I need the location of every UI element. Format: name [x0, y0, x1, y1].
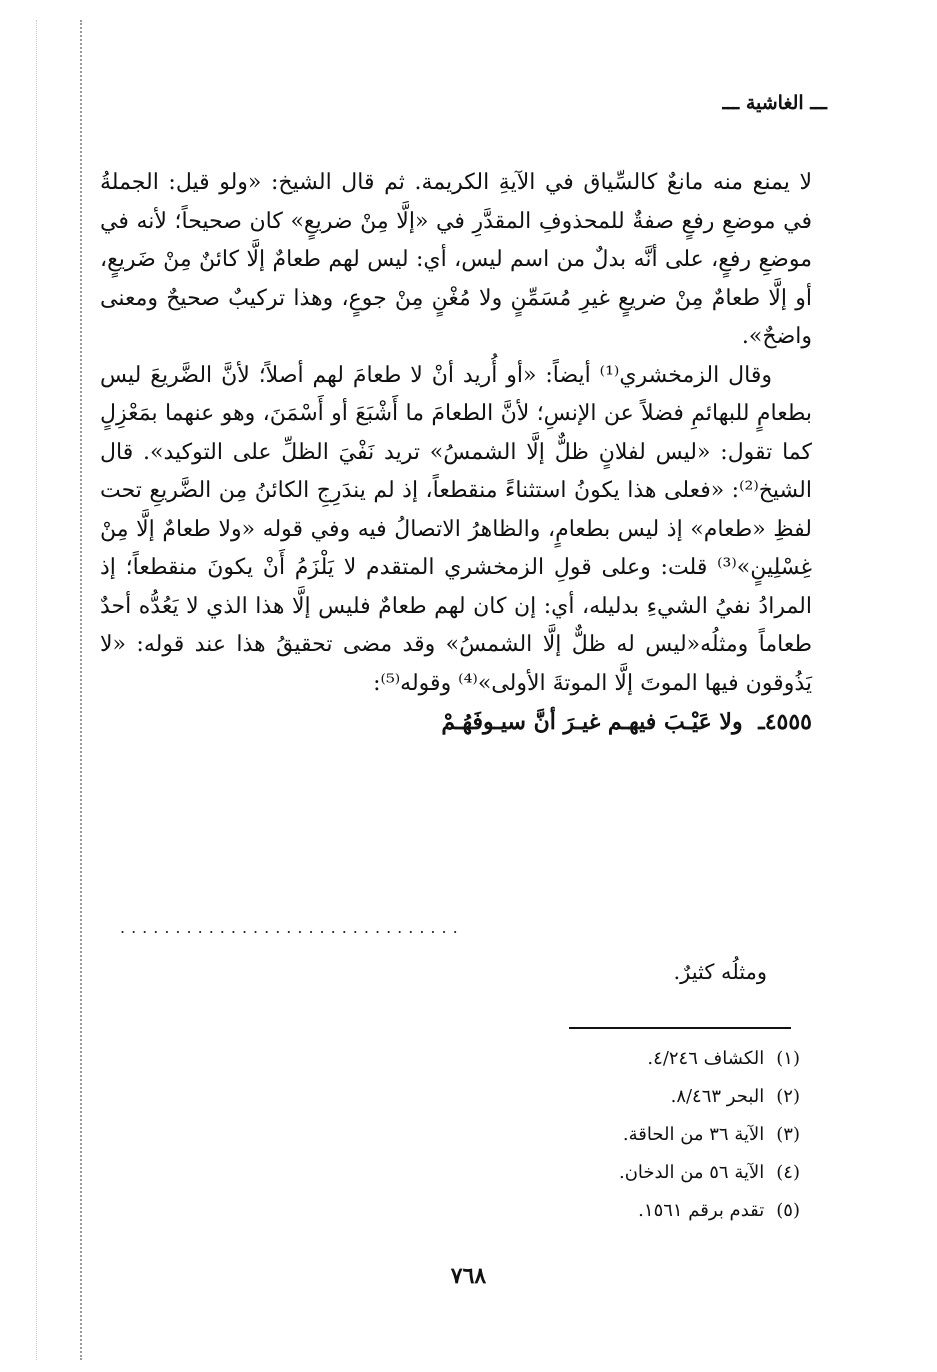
footnote [400, 1192, 800, 1230]
footnote [400, 1040, 800, 1078]
omission-dots: ............................... [120, 918, 464, 937]
paragraph: لا يمنع منه مانعٌ كالسِّياق في الآيةِ الكريمة. ثم قال الشيخ: «ولو قيل: الجملةُ في موضعِ رفعٍ صفةٌ للمحذوفِ المقدَّرِ في «إلَّا مِنْ ضريعٍ» كان صحيحاً؛ لأنه في موضعِ رفعٍ، على أنَّه بدلٌ من اسم ليس، أي: ليس لهم طعامٌ إلَّا كائنٌ مِنْ ضَريعٍ، أو إلَّا طعامٌ مِنْ ضريعٍ غيرِ مُسَمِّنٍ ولا مُغْنٍ مِنْ جوعٍ، وهذا تركيبٌ صحيحٌ ومعنى واضحٌ». [100, 170, 812, 349]
verse-number: ٤٥٥٥ـ [758, 709, 812, 735]
footnote [400, 1154, 800, 1192]
footnote-text: تقدم برقم ١٥٦١. [638, 1200, 765, 1221]
footnote-text: الآية ٣٦ من الحاقة. [622, 1124, 765, 1145]
footnote-text: الآية ٥٦ من الدخان. [618, 1162, 765, 1183]
closing-line: ومثلُه كثيرٌ. [673, 960, 767, 984]
scan-gutter-line [80, 20, 82, 1360]
footnote-number: (٣) [776, 1124, 800, 1145]
footnote-text: البحر ٨/٤٦٣. [670, 1086, 765, 1107]
footnote-number: (١) [776, 1048, 800, 1069]
page-number: ٧٦٨ [450, 1263, 487, 1289]
footnote-text: الكشاف ٤/٢٤٦. [647, 1048, 765, 1069]
footnote-number: (٢) [776, 1086, 800, 1107]
footnote-separator [569, 1027, 791, 1029]
footnote-number: (٤) [776, 1162, 800, 1183]
poetry-verse [100, 703, 812, 742]
footnotes [400, 1040, 800, 1230]
paragraph: وقال الزمخشري⁽¹⁾ أيضاً: «أو أُريد أنْ لا طعامَ لهم أصلاً؛ لأنَّ الضَّريعَ ليس بطعامٍ للبهائمِ فضلاً عن الإنسِ؛ لأنَّ الطعامَ ما أَشْبَعَ أو أَسْمَنَ، وهو عنهما بمَعْزِلٍ كما تقول: «ليس لفلانٍ ظلٌّ إلَّا الشمسُ» تريد نَفْيَ الظلِّ على التوكيد». قال الشيخ⁽²⁾: «فعلى هذا يكونُ استثناءً منقطعاً، إذ لم يندَرِجِ الكائنُ مِن الضَّريعِ تحت لفظِ «طعام» إذ ليس بطعامٍ، والظاهرُ الاتصالُ فيه وفي قوله «ولا طعامٌ إلَّا مِنْ غِسْلِينٍ»⁽³⁾ قلت: وعلى قولِ الزمخشري المتقدم لا يَلْزَمُ أَنْ يكونَ منقطعاً؛ إذ المرادُ نفيُ الشيءِ بدليله، أي: إن كان لهم طعامٌ فليس إلَّا هذا الذي لا يَعُدُّه أحدٌ طعاماً ومثلُه«ليس له ظلٌّ إلَّا الشمسُ» وقد مضى تحقيقُ هذا عند قوله: «لا يَذُوقون فيها الموتَ إلَّا الموتةَ الأولى»⁽⁴⁾ وقوله⁽⁵⁾: [100, 362, 812, 696]
verse-text: ولا عَيْـبَ فيهـم غيـرَ أنَّ سيـوفَهُـمْ [441, 709, 743, 735]
main-text [100, 164, 812, 742]
footnote-number: (٥) [776, 1200, 800, 1221]
footnote [400, 1116, 800, 1154]
running-header: ـــ الغاشية ـــ [722, 92, 827, 114]
scan-gutter-line [36, 20, 37, 1360]
footnote [400, 1078, 800, 1116]
